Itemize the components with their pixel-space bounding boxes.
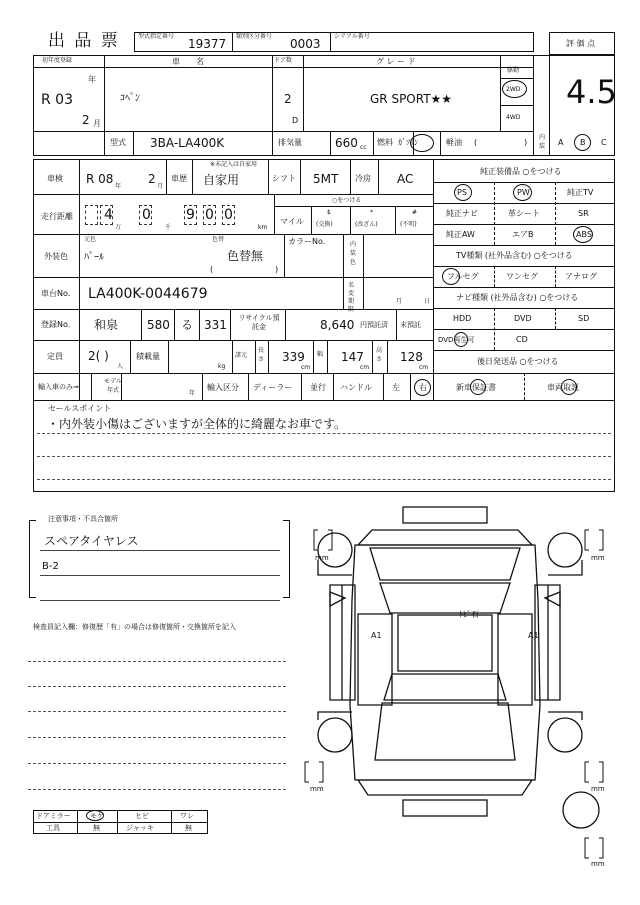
tv-analog: アナログ [565, 272, 597, 281]
score-value: 4.5 [566, 73, 617, 111]
tv-title: TV種類 (社外品含む) ○をつける [456, 251, 573, 260]
notes-line-1: スペアタイヤレス [44, 534, 139, 548]
later-manual: 車両取説 [547, 383, 579, 392]
car-name-label: 車 名 [172, 57, 204, 66]
capacity-value: 2( ) [88, 349, 109, 363]
first-reg-label: 初年度登録 [42, 57, 73, 64]
score-label: 評 価 点 [566, 39, 596, 48]
mirror-label: ドアミラー [36, 812, 71, 820]
recycle-label: リサイクル預託金 [238, 314, 280, 331]
equip-abs: ABS [576, 230, 592, 239]
interior-c: C [601, 138, 607, 147]
damage-roof: ﾄﾋﾞ石 [459, 610, 479, 619]
unit-sen: 千 [165, 224, 172, 231]
mirror-value: モゲ [90, 812, 104, 820]
dim-label: 諸元 [235, 352, 248, 359]
tv-oneseg: ワンセグ [506, 272, 538, 281]
reg-label: 登録No. [41, 320, 71, 329]
reg-number: 331 [204, 318, 227, 332]
tv-fullseg: フルセグ [447, 272, 479, 281]
equip-navi: 純正ナビ [446, 209, 478, 218]
navi-dvd-play: DVD再生可 [438, 336, 475, 344]
len-unit: cm [301, 364, 311, 371]
interior-color-label: 内装色 [350, 241, 357, 266]
mm-rear-right: mm [591, 785, 605, 793]
category-number: 0003 [290, 37, 321, 51]
mm-rear-left: mm [310, 785, 324, 793]
interior-b: B [580, 138, 586, 147]
damage-right-door: A1 [528, 631, 539, 640]
history-label: 車歴 [171, 174, 187, 183]
first-reg-era: R 03 [41, 92, 73, 108]
model-code: 19377 [188, 37, 227, 51]
chassis-label: 車台No. [41, 289, 71, 298]
break-label: ワレ [180, 812, 194, 820]
history-note: ※未記入は自家用 [210, 161, 258, 168]
chassis-value: LA400K-0044679 [88, 286, 208, 302]
notes-line-2: B-2 [42, 561, 59, 572]
first-reg-year-unit: 年 [88, 75, 96, 84]
later-title: 後日発送品 ○をつける [477, 357, 559, 366]
navi-sd: SD [578, 314, 590, 323]
damage-left-door: A1 [371, 631, 382, 640]
mileage-digit-1: 4 [104, 207, 113, 223]
recycle-unit: 円預託済 [360, 321, 388, 329]
equip-pw: PW [517, 188, 530, 197]
navi-cd: CD [516, 335, 528, 344]
star-label: * [370, 209, 373, 216]
month-unit: 月 [396, 298, 403, 305]
import-type-label: 輸入区分 [207, 383, 239, 392]
unit-km: km [258, 224, 268, 231]
dealer-option: ディーラー [253, 383, 293, 392]
shaken-year-unit: 年 [115, 183, 122, 190]
doors-label: ドア数 [274, 57, 292, 64]
grade-label: グ レ ー ド [376, 57, 416, 66]
jack-label: ジャッキ [126, 824, 154, 832]
interior-a: A [558, 138, 564, 147]
navi-title: ナビ種類 (社外品含む) ○をつける [456, 293, 579, 302]
fuel-value: ｶﾞｿﾘﾝ [398, 138, 418, 147]
form-title: 出 品 票 [48, 31, 120, 51]
displacement-value: 660 [335, 136, 358, 150]
equip-airbag: エアB [512, 230, 534, 239]
tool-label: 工具 [46, 824, 60, 832]
wid-unit: cm [360, 364, 370, 371]
history-value: 自家用 [203, 173, 240, 187]
inspector-label: 検査員記入欄：修復歴「有」の場合は修復箇所・交換箇所を記入 [33, 623, 236, 631]
shaken-month: 2 [148, 172, 156, 186]
mm-front-right: mm [591, 554, 605, 562]
model-year-unit: 年 [189, 390, 196, 397]
drive-2wd: 2WD [506, 86, 521, 93]
mileage-digit-2: 0 [142, 207, 151, 223]
serial-label: シリアル番号 [334, 33, 370, 40]
mileage-digit-4: 0 [205, 207, 214, 223]
load-label: 積載量 [136, 352, 160, 361]
first-reg-month: 2 [82, 113, 90, 127]
parallel-option: 並行 [310, 383, 326, 392]
mm-spare: mm [591, 860, 605, 868]
len-value: 339 [282, 350, 305, 364]
dollar-note: (交換) [316, 221, 333, 228]
fuel-label: 燃料 [377, 138, 393, 147]
drive-label: 駆動 [507, 67, 520, 74]
color-no-label: カラーNo. [288, 237, 326, 246]
recycle-value: 8,640 [320, 318, 355, 332]
hei-label: 高さ [376, 347, 383, 363]
reg-area: 和泉 [94, 318, 119, 332]
model-label: 型式 [110, 138, 126, 147]
star-note: (改ざん) [355, 221, 378, 228]
wid-value: 147 [341, 350, 364, 364]
handle-right: 右 [419, 383, 427, 392]
displacement-unit: cc [360, 144, 367, 151]
repaint-value: 色替無 [227, 249, 264, 263]
first-reg-month-unit: 月 [93, 119, 101, 128]
shaken-month-unit: 月 [157, 183, 164, 190]
day-unit: 日 [424, 298, 431, 305]
model-value: 3BA-LA400K [150, 136, 225, 150]
sales-text: ・内外装小傷はございますが全体的に綺麗なお車です。 [47, 417, 347, 431]
repaint-label: 色替 [212, 236, 225, 243]
import-label: 輸入車のみ⇒ [38, 383, 79, 391]
category-label: 類別区分番号 [236, 33, 273, 40]
navi-hdd: HDD [453, 314, 472, 323]
shift-label: シフト [272, 174, 296, 183]
crack-label: ヒビ [135, 812, 149, 820]
equip-ps: PS [457, 188, 467, 197]
tool-value: 無 [93, 824, 100, 832]
jack-value: 無 [185, 824, 192, 832]
mile-label: マイル [280, 217, 304, 226]
model-year-label: モデル年式 [104, 378, 122, 394]
doors-value: 2 [284, 92, 292, 106]
ac-value: AC [397, 172, 414, 186]
hash-label: # [412, 209, 418, 216]
shaken-value: R 08 [86, 172, 114, 186]
interior-label: 内装 [539, 134, 546, 150]
reg-kana: る [181, 318, 194, 332]
equip-sr: SR [578, 209, 589, 218]
capacity-label: 定員 [47, 352, 63, 361]
navi-dvd: DVD [514, 314, 532, 323]
mileage-digit-5: 0 [224, 207, 233, 223]
doors-type: D [292, 116, 299, 125]
car-name: ｺﾍﾟﾝ [120, 93, 140, 104]
orig-color: ﾊﾟｰﾙ [84, 252, 104, 263]
equipment-title: 純正装備品 ○をつける [480, 167, 562, 176]
equip-tv: 純正TV [567, 188, 594, 197]
mm-front-left: mm [315, 554, 329, 562]
displacement-label: 排気量 [278, 138, 302, 147]
ac-label: 冷房 [355, 174, 371, 183]
equip-aw: 純正AW [446, 230, 475, 239]
orig-color-label: 元色 [84, 236, 97, 243]
len-label: 長さ [258, 347, 265, 363]
load-unit: kg [218, 363, 226, 370]
sales-label: セールスポイント [48, 404, 112, 413]
name-change-label: 名変期限 [348, 282, 355, 313]
shift-value: 5MT [313, 172, 339, 186]
wid-label: 幅 [317, 351, 324, 358]
mileage-digit-3: 9 [186, 207, 195, 223]
unit-man: 万 [115, 224, 122, 231]
reg-class: 580 [147, 318, 170, 332]
mark-note: ○をつける [332, 197, 362, 204]
diesel-label: 軽油 [446, 138, 462, 147]
handle-label: ハンドル [340, 383, 372, 392]
later-warranty: 新車保証書 [456, 383, 496, 392]
notes-label: 注意事項・不具合箇所 [48, 515, 118, 523]
hei-unit: cm [419, 364, 429, 371]
color-label: 外装色 [44, 252, 68, 261]
recycle-not: 未預託 [400, 321, 421, 329]
model-code-label: 型式指定番号 [138, 33, 175, 40]
handle-left: 左 [392, 383, 400, 392]
equip-leather: 革シート [508, 209, 540, 218]
capacity-unit: 人 [117, 363, 124, 370]
hash-note: (不明) [400, 221, 417, 228]
mileage-label: 走行距離 [41, 212, 73, 221]
shaken-label: 車検 [47, 174, 63, 183]
dollar-label: $ [327, 209, 331, 216]
grade-value: GR SPORT★★ [370, 92, 453, 106]
drive-4wd: 4WD [506, 114, 521, 121]
hei-value: 128 [400, 350, 423, 364]
